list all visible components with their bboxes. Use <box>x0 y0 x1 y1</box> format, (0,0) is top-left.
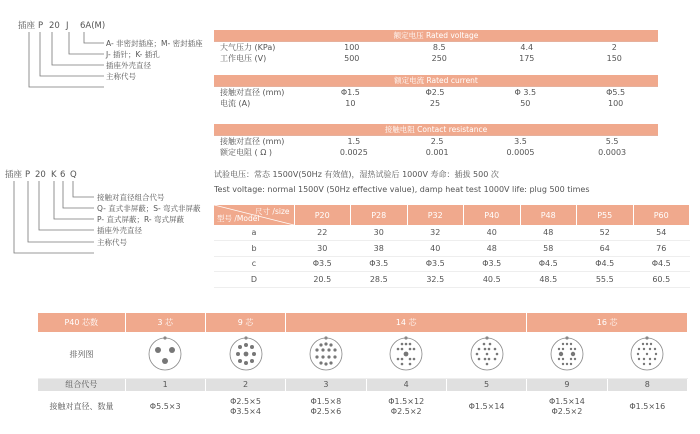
cell: 30 <box>294 241 351 257</box>
code-part-socket: 插座 <box>18 21 36 31</box>
cell: 48 <box>520 225 577 241</box>
cell: 1 <box>125 378 205 391</box>
code-part-q: Q <box>70 170 77 180</box>
layout-diagram-1 <box>125 332 205 378</box>
cell: 8 <box>607 378 687 391</box>
row-label: b <box>214 241 294 257</box>
test-voltage-cn: 试验电压：常态 1500V(50Hz 有效值)，湿热试验后 1000V 寿命：插拔 500 次 <box>214 170 499 179</box>
layout-diagram-9 <box>527 332 607 378</box>
cell: 5.5 <box>605 137 619 146</box>
col-header: P48 <box>520 205 577 225</box>
cell: 250 <box>431 54 447 63</box>
cell: 4 <box>366 378 446 391</box>
cell <box>607 391 687 423</box>
cell: 150 <box>606 54 622 63</box>
diameter-line: Φ1.5×14 <box>548 397 585 406</box>
cell: Φ2.5 <box>425 88 445 97</box>
col-header: 14 芯 <box>286 313 527 332</box>
code-part-j: J <box>66 21 69 31</box>
test-voltage-en: Test voltage: normal 1500V (50Hz effective value), damp heat test 1000V life: plug 500 times <box>214 185 590 194</box>
cell: 55.5 <box>577 272 634 288</box>
table-row <box>214 42 658 54</box>
cell <box>286 391 366 423</box>
cell: Φ 3.5 <box>514 88 537 97</box>
diameter-line: Φ1.5×16 <box>629 402 666 411</box>
cell: 0.0005 <box>506 148 535 157</box>
size-table <box>214 205 690 288</box>
cell: 48 <box>464 241 521 257</box>
corner-model-label: 型号 /Model <box>217 214 260 223</box>
table-row <box>214 87 658 99</box>
cell: 9 <box>527 378 607 391</box>
cell: 52 <box>577 225 634 241</box>
cell: Φ1.5 <box>340 88 360 97</box>
cell: 40 <box>464 225 521 241</box>
cell <box>446 391 526 423</box>
label-contact-combo: 接触对直径组合代号 <box>97 193 165 202</box>
combo-code-row <box>38 378 688 391</box>
code-part-socket: 插座 <box>5 170 23 180</box>
cell: 64 <box>577 241 634 257</box>
diameter-line: Φ3.5×4 <box>230 407 261 416</box>
connector-face-icon <box>545 334 589 374</box>
connector-face-icon <box>465 334 509 374</box>
rated-voltage-table <box>214 30 658 64</box>
table-row <box>214 53 658 64</box>
contact-resistance-title: 接触电阻 Contact resistance <box>214 124 658 135</box>
contact-resistance-table <box>214 124 658 158</box>
connector-face-icon <box>304 334 348 374</box>
cell: 25 <box>429 99 441 108</box>
cell: 8.5 <box>432 43 446 52</box>
cell: 54 <box>633 225 690 241</box>
table-row <box>214 241 690 257</box>
cell: 175 <box>519 54 535 63</box>
col-header: 9 芯 <box>205 313 285 332</box>
cell: Φ3.5 <box>464 256 521 272</box>
cell: 5 <box>446 378 526 391</box>
row-label: c <box>214 256 294 272</box>
cell <box>125 391 205 423</box>
table-row <box>214 225 690 241</box>
cell: 500 <box>344 54 360 63</box>
connector-face-icon <box>143 334 187 374</box>
label-shielded: P- 直式屏蔽；R- 弯式屏蔽 <box>97 215 184 224</box>
cell: Φ3.5 <box>407 256 464 272</box>
code-part-20: 20 <box>35 170 46 180</box>
cell: Φ4.5 <box>577 256 634 272</box>
diameter-line: Φ2.5×2 <box>390 407 422 416</box>
cell: 100 <box>608 99 624 108</box>
part-number-diagram-1 <box>0 0 210 100</box>
corner-cell <box>214 205 294 225</box>
diameter-line: Φ2.5×5 <box>230 397 261 406</box>
cell <box>366 391 446 423</box>
cell: 22 <box>294 225 351 241</box>
cell: 58 <box>520 241 577 257</box>
label-shell-diameter: 插座外壳直径 <box>97 226 142 235</box>
code-part-k: K <box>51 170 57 180</box>
diameter-line: Φ1.5×12 <box>388 397 425 406</box>
cell: 0.0025 <box>339 148 368 157</box>
connector-face-icon <box>384 334 428 374</box>
label-shell-diameter: 插座外壳直径 <box>106 61 151 70</box>
connector-face-icon <box>224 334 268 374</box>
col-header: 16 芯 <box>527 313 688 332</box>
label-unshielded: Q- 直式非屏蔽；S- 弯式非屏蔽 <box>97 204 201 213</box>
cell: 40.5 <box>464 272 521 288</box>
cell <box>205 391 285 423</box>
col-header: P60 <box>633 205 690 225</box>
cell: 1.5 <box>347 137 361 146</box>
contact-arrangement-table <box>38 313 688 423</box>
cell: 10 <box>345 99 356 108</box>
cell: 38 <box>351 241 408 257</box>
cell: 30 <box>351 225 408 241</box>
cell: Φ4.5 <box>520 256 577 272</box>
part-number-diagram-2 <box>0 160 215 260</box>
cell: 32 <box>407 225 464 241</box>
col-header: P20 <box>294 205 351 225</box>
cell <box>527 391 607 423</box>
cell: 40 <box>407 241 464 257</box>
layout-diagram-3 <box>286 332 366 378</box>
row-label: 大气压力 (KPa) <box>220 43 276 52</box>
cell: 2.5 <box>430 137 444 146</box>
diameter-line: Φ5.5×3 <box>149 402 181 411</box>
col-header: P40 芯数 <box>38 313 125 332</box>
cell: 2 <box>205 378 285 391</box>
label-main-code: 主称代号 <box>106 72 136 81</box>
row-label: 接触对直径 (mm) <box>220 137 285 146</box>
label-main-code: 主称代号 <box>97 238 127 247</box>
cell: 4.4 <box>520 43 534 52</box>
rated-current-title: 额定电流 Rated current <box>214 75 658 86</box>
table-row <box>214 147 658 158</box>
layout-diagram-8 <box>607 332 687 378</box>
col-header: 3 芯 <box>125 313 205 332</box>
label-seal-type: A- 非密封插座；M- 密封插座 <box>106 39 203 48</box>
col-header: P32 <box>407 205 464 225</box>
row-label: 接触对直径、数量 <box>49 402 114 411</box>
col-header: P40 <box>464 205 521 225</box>
code-part-6am: 6A(M) <box>80 21 106 31</box>
arrangement-header-row <box>38 313 688 332</box>
row-label: 额定电阻 ( Ω ) <box>220 148 272 157</box>
row-label: 接触对直径 (mm) <box>220 88 285 97</box>
cell: Φ5.5 <box>606 88 626 97</box>
corner-size-label: 尺寸 /size <box>255 207 290 216</box>
cell: 48.5 <box>520 272 577 288</box>
code-part-20: 20 <box>49 21 60 31</box>
code-part-p: P <box>38 21 44 31</box>
cell: 50 <box>520 99 531 108</box>
row-label: D <box>214 272 294 288</box>
layout-diagram-4 <box>366 332 446 378</box>
cell: Φ4.5 <box>633 256 690 272</box>
size-header-row <box>214 205 690 225</box>
row-label: 电流 (A) <box>220 99 251 108</box>
connector-face-icon <box>625 334 669 374</box>
diameter-line: Φ1.5×14 <box>468 402 505 411</box>
cell: 3 <box>286 378 366 391</box>
code-part-6: 6 <box>60 170 66 180</box>
layout-diagram-5 <box>446 332 526 378</box>
cell: 2 <box>611 43 617 52</box>
cell: 60.5 <box>633 272 690 288</box>
row-label: 组合代号 <box>38 378 125 391</box>
diameter-line: Φ2.5×2 <box>551 407 583 416</box>
cell: 0.001 <box>425 148 449 157</box>
table-row <box>214 136 658 148</box>
row-label: 工作电压 (V) <box>220 54 267 63</box>
cell: Φ3.5 <box>294 256 351 272</box>
table-row <box>214 272 690 288</box>
cell: 100 <box>344 43 360 52</box>
rated-voltage-title: 额定电压 Rated voltage <box>214 30 658 41</box>
row-label: 排列图 <box>38 332 125 378</box>
cell: 0.0003 <box>598 148 627 157</box>
layout-diagram-2 <box>205 332 285 378</box>
diameter-line: Φ1.5×8 <box>310 397 342 406</box>
label-pin-socket: J- 插针；K- 插孔 <box>106 50 160 59</box>
col-header: P28 <box>351 205 408 225</box>
code-part-p: P <box>25 170 31 180</box>
diameter-line: Φ2.5×6 <box>310 407 342 416</box>
diameter-row <box>38 391 688 423</box>
table-row <box>214 256 690 272</box>
row-label: a <box>214 225 294 241</box>
cell: 76 <box>633 241 690 257</box>
cell: 28.5 <box>351 272 408 288</box>
cell: 20.5 <box>294 272 351 288</box>
rated-current-table <box>214 75 658 109</box>
table-row <box>214 98 658 109</box>
cell: 32.5 <box>407 272 464 288</box>
layout-row <box>38 332 688 378</box>
col-header: P55 <box>577 205 634 225</box>
cell: Φ3.5 <box>351 256 408 272</box>
cell: 3.5 <box>514 137 527 146</box>
